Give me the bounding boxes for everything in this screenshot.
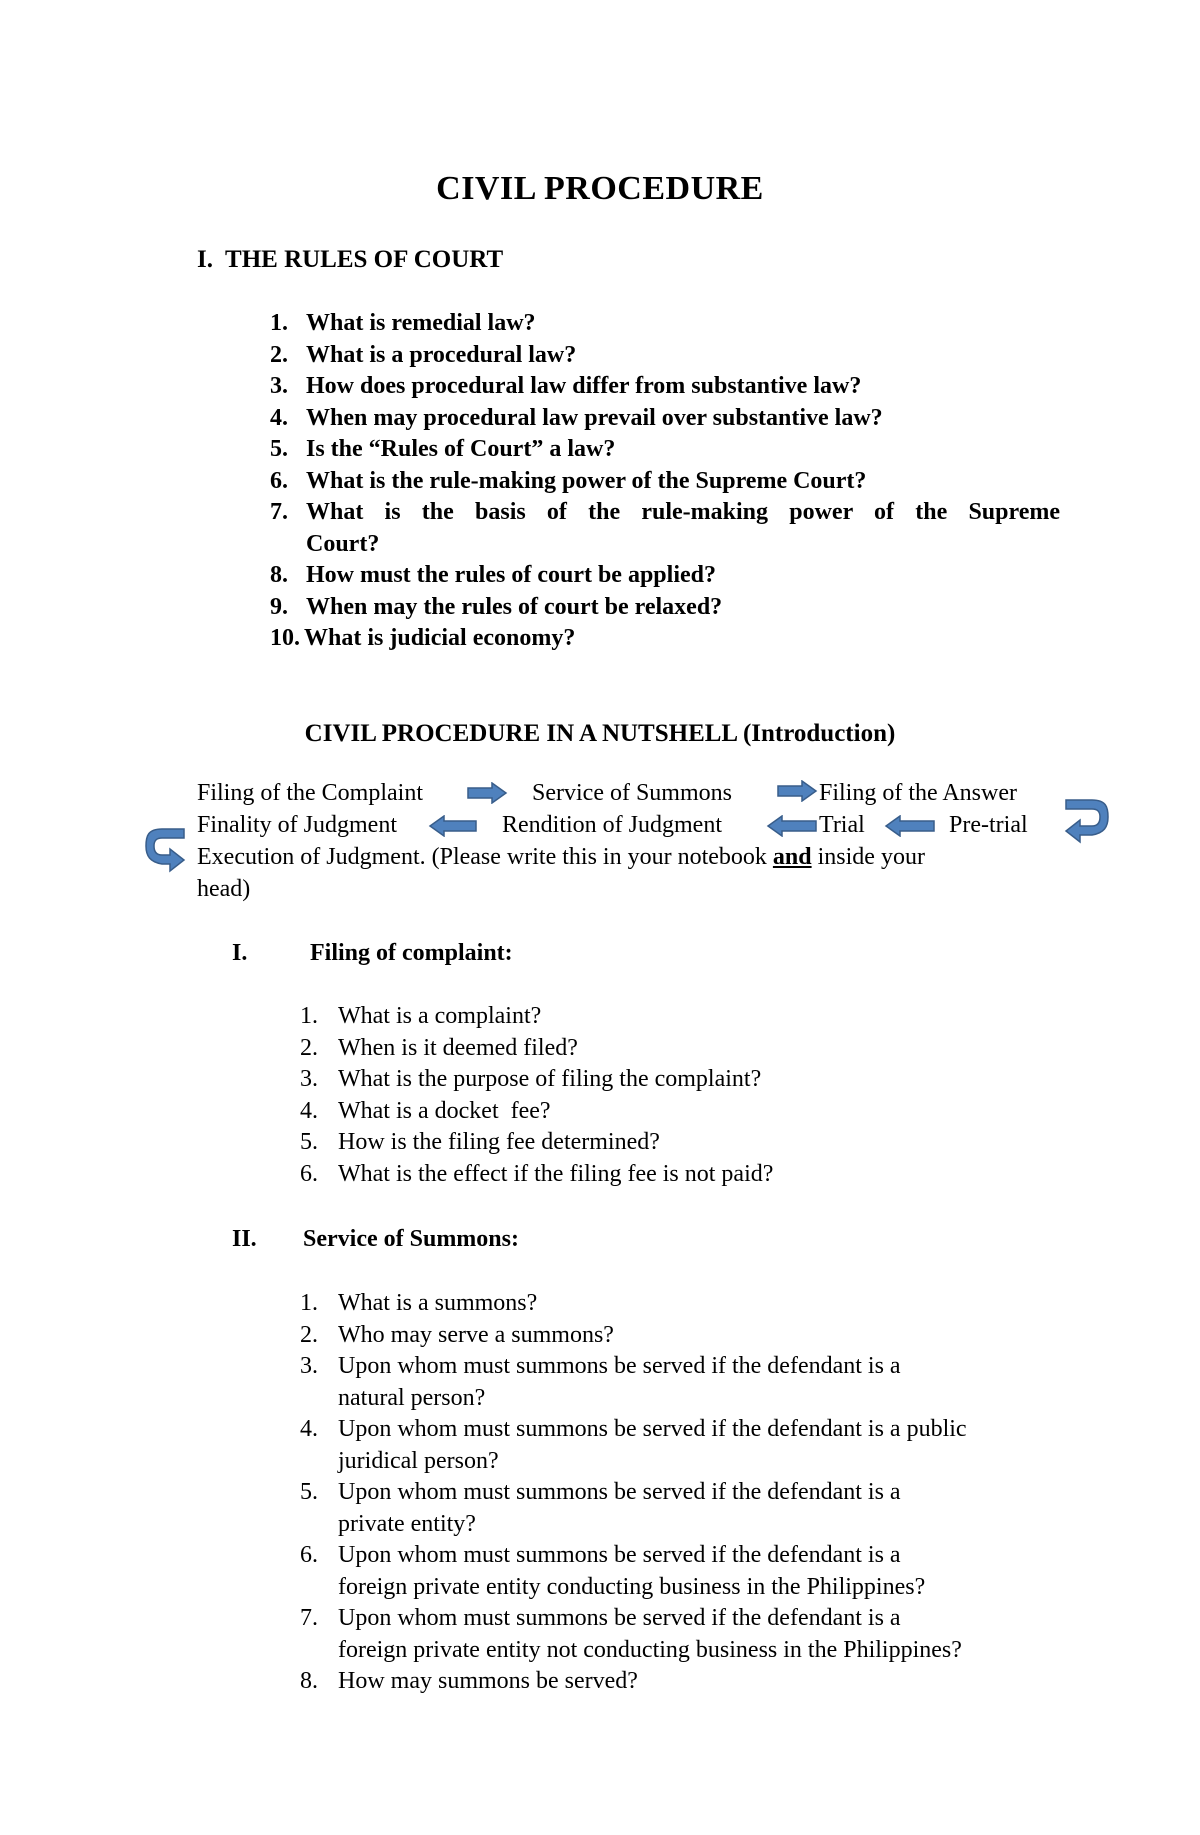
list-item xyxy=(270,466,1060,498)
list-number: 10. xyxy=(270,625,300,651)
list-text: What is the basis of the rule-making power of the Supreme xyxy=(306,499,1060,525)
list-text: How is the filing fee determined? xyxy=(338,1129,660,1155)
list-item xyxy=(270,434,1060,466)
left-arrow-icon xyxy=(428,815,478,837)
list-text: juridical person? xyxy=(338,1447,499,1474)
list-number: 2. xyxy=(270,341,288,368)
list-item xyxy=(270,592,1060,624)
list-item xyxy=(270,497,1060,529)
list-item-continuation xyxy=(300,1383,1080,1415)
list-text: What is judicial economy? xyxy=(304,625,576,651)
list-number: 6. xyxy=(300,1160,318,1187)
list-item xyxy=(300,1064,1080,1096)
right-arrow-icon xyxy=(776,780,818,802)
list-text: What is the purpose of filing the complaint? xyxy=(338,1066,762,1092)
u-turn-left-arrow-icon xyxy=(142,824,188,874)
list-number: 5. xyxy=(300,1479,318,1505)
list-number: 4. xyxy=(270,404,288,431)
list-number: 7. xyxy=(270,499,288,525)
list-number: 5. xyxy=(270,436,288,462)
list-text: How may summons be served? xyxy=(338,1668,638,1694)
flow-step-filing-complaint: Filing of the Complaint xyxy=(197,780,423,806)
list-item xyxy=(270,403,1060,435)
list-item xyxy=(300,1603,1080,1635)
list-text: foreign private entity conducting business in the Philippines? xyxy=(338,1573,926,1600)
part-numeral-1: I. xyxy=(232,940,248,966)
flow-note-head: head) xyxy=(197,876,251,902)
list-text: Upon whom must summons be served if the defendant is a xyxy=(338,1605,901,1631)
left-arrow-icon xyxy=(766,815,818,837)
list-item xyxy=(300,1320,1080,1352)
flow-step-filing-answer: Filing of the Answer xyxy=(819,780,1017,806)
page-title: CIVIL PROCEDURE xyxy=(436,170,764,207)
list-number: 2. xyxy=(300,1321,318,1348)
list-text: Court? xyxy=(306,530,380,557)
list-item xyxy=(270,308,1060,340)
u-turn-right-arrow-icon xyxy=(1062,795,1112,845)
list-item-continuation xyxy=(270,529,1060,561)
list-item xyxy=(300,1477,1080,1509)
emphasis-and: and xyxy=(772,844,812,870)
flow-step-service-summons: Service of Summons xyxy=(532,780,732,806)
list-text: What is the rule-making power of the Supreme Court? xyxy=(306,467,867,494)
list-text: What is a docket fee? xyxy=(338,1097,551,1124)
flow-step-trial: Trial xyxy=(819,812,865,838)
list-item-continuation xyxy=(300,1572,1080,1604)
list-text: natural person? xyxy=(338,1384,486,1411)
list-item xyxy=(270,623,1060,655)
part-numeral-2: II. xyxy=(232,1226,257,1252)
list-item xyxy=(300,1001,1080,1033)
list-item xyxy=(300,1127,1080,1159)
list-number: 5. xyxy=(300,1129,318,1155)
part-heading-service-summons: Service of Summons: xyxy=(303,1226,519,1252)
list-number: 8. xyxy=(270,562,288,588)
list-item-continuation xyxy=(300,1446,1080,1478)
list-text: How must the rules of court be applied? xyxy=(306,562,716,588)
list-text: What is a procedural law? xyxy=(306,341,577,368)
execution-text: Execution of Judgment. (Please write this in your notebook xyxy=(197,844,773,870)
list-text: private entity? xyxy=(338,1510,476,1537)
section-heading-rules-of-court: I. THE RULES OF COURT xyxy=(197,246,504,273)
rules-of-court-question-list xyxy=(270,308,1060,655)
list-text: foreign private entity not conducting business in the Philippines? xyxy=(338,1636,962,1663)
flow-step-rendition: Rendition of Judgment xyxy=(502,812,722,838)
execution-text-end: inside your xyxy=(811,844,925,870)
list-item xyxy=(270,340,1060,372)
list-text: Who may serve a summons? xyxy=(338,1321,614,1348)
right-arrow-icon xyxy=(466,782,508,804)
list-number: 6. xyxy=(300,1542,318,1568)
left-arrow-icon xyxy=(884,815,936,837)
flow-step-finality: Finality of Judgment xyxy=(197,812,397,838)
list-number: 6. xyxy=(270,467,288,494)
filing-complaint-question-list xyxy=(300,1001,1080,1190)
nutshell-heading: CIVIL PROCEDURE IN A NUTSHELL (Introduction) xyxy=(304,720,896,747)
list-text: When may the rules of court be relaxed? xyxy=(306,593,723,620)
list-number: 3. xyxy=(300,1353,318,1379)
list-item xyxy=(270,560,1060,592)
list-item xyxy=(300,1351,1080,1383)
list-text: Upon whom must summons be served if the defendant is a xyxy=(338,1479,901,1505)
list-item xyxy=(300,1033,1080,1065)
list-number: 2. xyxy=(300,1034,318,1061)
list-text: Upon whom must summons be served if the defendant is a xyxy=(338,1542,901,1568)
list-number: 9. xyxy=(270,593,288,620)
list-number: 4. xyxy=(300,1416,318,1442)
list-text: What is the effect if the filing fee is not paid? xyxy=(338,1160,774,1187)
procedure-flow xyxy=(197,780,1057,910)
list-number: 8. xyxy=(300,1668,318,1694)
list-item xyxy=(300,1288,1080,1320)
list-item xyxy=(270,371,1060,403)
list-number: 3. xyxy=(300,1066,318,1092)
list-item xyxy=(300,1666,1080,1698)
list-item xyxy=(300,1096,1080,1128)
list-number: 1. xyxy=(300,1003,318,1029)
part-heading-filing-complaint: Filing of complaint: xyxy=(310,940,513,966)
list-number: 1. xyxy=(300,1290,318,1316)
list-item xyxy=(300,1159,1080,1191)
list-text: What is a complaint? xyxy=(338,1003,542,1029)
list-text: How does procedural law differ from substantive law? xyxy=(306,373,862,399)
list-text: Is the “Rules of Court” a law? xyxy=(306,436,616,462)
list-text: Upon whom must summons be served if the defendant is a xyxy=(338,1353,901,1379)
list-text: What is a summons? xyxy=(338,1290,538,1316)
list-text: When is it deemed filed? xyxy=(338,1034,578,1061)
service-summons-question-list xyxy=(300,1288,1080,1698)
list-item xyxy=(300,1414,1080,1446)
list-item xyxy=(300,1540,1080,1572)
list-item-continuation xyxy=(300,1509,1080,1541)
list-number: 1. xyxy=(270,310,288,336)
list-number: 7. xyxy=(300,1605,318,1631)
list-number: 4. xyxy=(300,1097,318,1124)
list-text: What is remedial law? xyxy=(306,310,536,336)
flow-step-pretrial: Pre-trial xyxy=(949,812,1028,838)
list-text: When may procedural law prevail over substantive law? xyxy=(306,404,883,431)
list-number: 3. xyxy=(270,373,288,399)
flow-step-execution xyxy=(197,844,925,871)
list-text: Upon whom must summons be served if the defendant is a public xyxy=(338,1416,967,1442)
list-item-continuation xyxy=(300,1635,1080,1667)
